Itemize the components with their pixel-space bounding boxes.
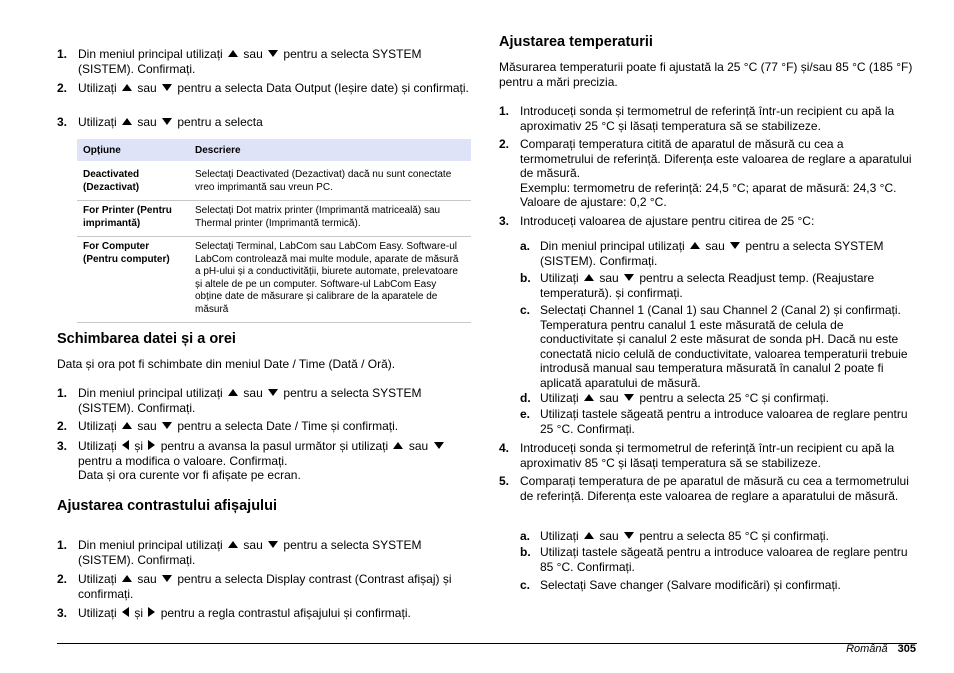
step-number: 2.: [57, 419, 68, 433]
step-text: Selectați Channel 1 (Canal 1) sau Channel 2 (Canal 2) și confirmați. Temperatura pentru canalul 1 este măsurată de celula de conductivitate și canalul 2 este măsurat de sonda pH. Dacă nu este conectată nicio celulă de conductivitate, valoarea temperaturii trebuie introdusă manual sau temperatura măsurată în canalul 2 poate fi aplicată aparatului de măsură.: [540, 303, 908, 390]
up-arrow-icon: [228, 389, 238, 396]
down-arrow-icon: [268, 541, 278, 548]
up-arrow-icon: [122, 118, 132, 125]
step-number: 3.: [499, 214, 510, 228]
step-number: 2.: [57, 81, 68, 95]
step-number: 4.: [499, 441, 510, 455]
step-text: Din meniul principal utilizați sau pentru a selecta SYSTEM (SISTEM). Confirmați.: [78, 47, 422, 76]
step-text: Utilizați sau pentru a selecta: [78, 115, 263, 129]
step-text: Comparați temperatura de pe aparatul de măsură cu cea a termometrului de referință. Diferența este valoarea de reglare a aparatului de măsură.: [520, 474, 909, 503]
section-heading: Ajustarea temperaturii: [499, 34, 653, 50]
footer-divider: [57, 643, 917, 644]
options-table: [77, 139, 471, 323]
down-arrow-icon: [268, 50, 278, 57]
step-letter: b.: [520, 271, 531, 285]
step-number: 1.: [57, 538, 68, 552]
step-text: Utilizați tastele săgeată pentru a introduce valoarea de reglare pentru 85 °C. Confirmați.: [540, 545, 908, 574]
down-arrow-icon: [624, 274, 634, 281]
down-arrow-icon: [162, 118, 172, 125]
step-text: Din meniul principal utilizați sau pentru a selecta SYSTEM (SISTEM). Confirmați.: [78, 538, 422, 567]
step-text: Introduceți sonda și termometrul de referință într-un recipient cu apă la aproximativ 85 °C și lăsați temperatura să se stabilizeze.: [520, 441, 895, 470]
step-letter: b.: [520, 545, 531, 559]
description-cell: Selectați Deactivated (Dezactivat) dacă nu sunt conectate vreo imprimantă sau vreun PC.: [189, 161, 471, 201]
step-letter: d.: [520, 391, 531, 405]
step-text: Introduceți sonda și termometrul de referință într-un recipient cu apă la aproximativ 25 °C și lăsați temperatura să se stabilizeze.: [520, 104, 895, 133]
step-note: Data și ora curente vor fi afișate pe ecran.: [78, 468, 301, 482]
step-text: Utilizați și pentru a regla contrastul afișajului și confirmați.: [78, 606, 411, 620]
step-number: 5.: [499, 474, 510, 488]
step-text: Utilizați sau pentru a selecta 85 °C și confirmați.: [540, 529, 829, 543]
section-heading: Ajustarea contrastului afișajului: [57, 498, 277, 514]
step-number: 1.: [57, 47, 68, 61]
step-text: Utilizați sau pentru a selecta Readjust temp. (Reajustare temperatură). și confirmați.: [540, 271, 875, 300]
column-header: Opțiune: [77, 139, 189, 161]
section-heading: Schimbarea datei și a orei: [57, 331, 236, 347]
down-arrow-icon: [162, 422, 172, 429]
up-arrow-icon: [228, 541, 238, 548]
step-text: Utilizați și pentru a avansa la pasul următor și utilizați sau pentru a modifica o valoare. Confirmați. Data și ora curente vor fi afișate pe ecran.: [78, 439, 472, 483]
step-text: Utilizați tastele săgeată pentru a introduce valoarea de reglare pentru 25 °C. Confirmați.: [540, 407, 908, 436]
footer-language: Română: [846, 643, 888, 655]
left-arrow-icon: [122, 607, 129, 617]
up-arrow-icon: [690, 242, 700, 249]
right-arrow-icon: [148, 607, 155, 617]
left-arrow-icon: [122, 440, 129, 450]
down-arrow-icon: [434, 442, 444, 449]
down-arrow-icon: [268, 389, 278, 396]
down-arrow-icon: [730, 242, 740, 249]
step-letter: a.: [520, 239, 531, 253]
down-arrow-icon: [162, 575, 172, 582]
step-number: 1.: [499, 104, 510, 118]
step-letter: c.: [520, 578, 531, 592]
step-number: 3.: [57, 439, 68, 453]
step-number: 3.: [57, 606, 68, 620]
up-arrow-icon: [393, 442, 403, 449]
step-text: Utilizați sau pentru a selecta Data Output (Ieșire date) și confirmați.: [78, 81, 469, 95]
up-arrow-icon: [584, 394, 594, 401]
step-letter: e.: [520, 407, 531, 421]
up-arrow-icon: [584, 532, 594, 539]
step-text: Din meniul principal utilizați sau pentru a selecta SYSTEM (SISTEM). Confirmați.: [78, 386, 422, 415]
step-text: Utilizați sau pentru a selecta Date / Time și confirmați.: [78, 419, 399, 433]
step-text: Comparați temperatura citită de aparatul de măsură cu cea a termometrului de referință. Diferența este valoarea de reglare a aparatului de măsură. Exemplu: termometru de referință: 24,5 °C; aparat de măsură: 24,3 °C. Valoare de ajustare: 0,2 °C.: [520, 137, 912, 209]
step-number: 1.: [57, 386, 68, 400]
up-arrow-icon: [584, 274, 594, 281]
description-cell: Selectați Terminal, LabCom sau LabCom Easy. Software-ul LabCom controlează mai multe module, aparate de măsură a pH-ului și a conductivității, biurete automate, prelevatoare și altele de pe un computer. Software-ul LabCom Easy obține date de măsurare și calibrare de la aparatele de măsură: [189, 237, 471, 323]
paragraph: Data și ora pot fi schimbate din meniul Date / Time (Dată / Oră).: [57, 357, 396, 371]
step-text: Selectați Save changer (Salvare modificări) și confirmați.: [540, 578, 841, 592]
table-row: [77, 237, 471, 323]
down-arrow-icon: [162, 84, 172, 91]
table-row: [77, 161, 471, 201]
description-cell: Selectați Dot matrix printer (Imprimantă matriceală) sau Thermal printer (Imprimantă termică).: [189, 201, 471, 237]
step-text: Din meniul principal utilizați sau pentru a selecta SYSTEM (SISTEM). Confirmați.: [540, 239, 884, 268]
page-number: 305: [897, 643, 916, 655]
option-cell: For Printer (Pentru imprimantă): [77, 201, 189, 237]
option-cell: Deactivated (Dezactivat): [77, 161, 189, 201]
step-text: Utilizați sau pentru a selecta 25 °C și confirmați.: [540, 391, 829, 405]
column-header: Descriere: [189, 139, 471, 161]
step-letter: c.: [520, 303, 531, 317]
step-number: 3.: [57, 115, 68, 129]
page-footer: [846, 643, 916, 655]
table-header-row: [77, 139, 471, 161]
step-text: Introduceți valoarea de ajustare pentru citirea de 25 °C:: [520, 214, 815, 228]
down-arrow-icon: [624, 532, 634, 539]
step-example: Exemplu: termometru de referință: 24,5 °C; aparat de măsură: 24,3 °C. Valoare de ajustare: 0,2 °C.: [520, 180, 897, 209]
step-number: 2.: [57, 572, 68, 586]
down-arrow-icon: [624, 394, 634, 401]
option-cell: For Computer (Pentru computer): [77, 237, 189, 323]
up-arrow-icon: [122, 84, 132, 91]
step-letter: a.: [520, 529, 531, 543]
up-arrow-icon: [122, 422, 132, 429]
step-number: 2.: [499, 137, 510, 151]
paragraph: Măsurarea temperaturii poate fi ajustată la 25 °C (77 °F) și/sau 85 °C (185 °F) pentru a mări precizia.: [499, 60, 913, 89]
table-row: [77, 201, 471, 237]
up-arrow-icon: [228, 50, 238, 57]
right-arrow-icon: [148, 440, 155, 450]
step-text: Utilizați sau pentru a selecta Display contrast (Contrast afișaj) și confirmați.: [78, 572, 452, 601]
up-arrow-icon: [122, 575, 132, 582]
